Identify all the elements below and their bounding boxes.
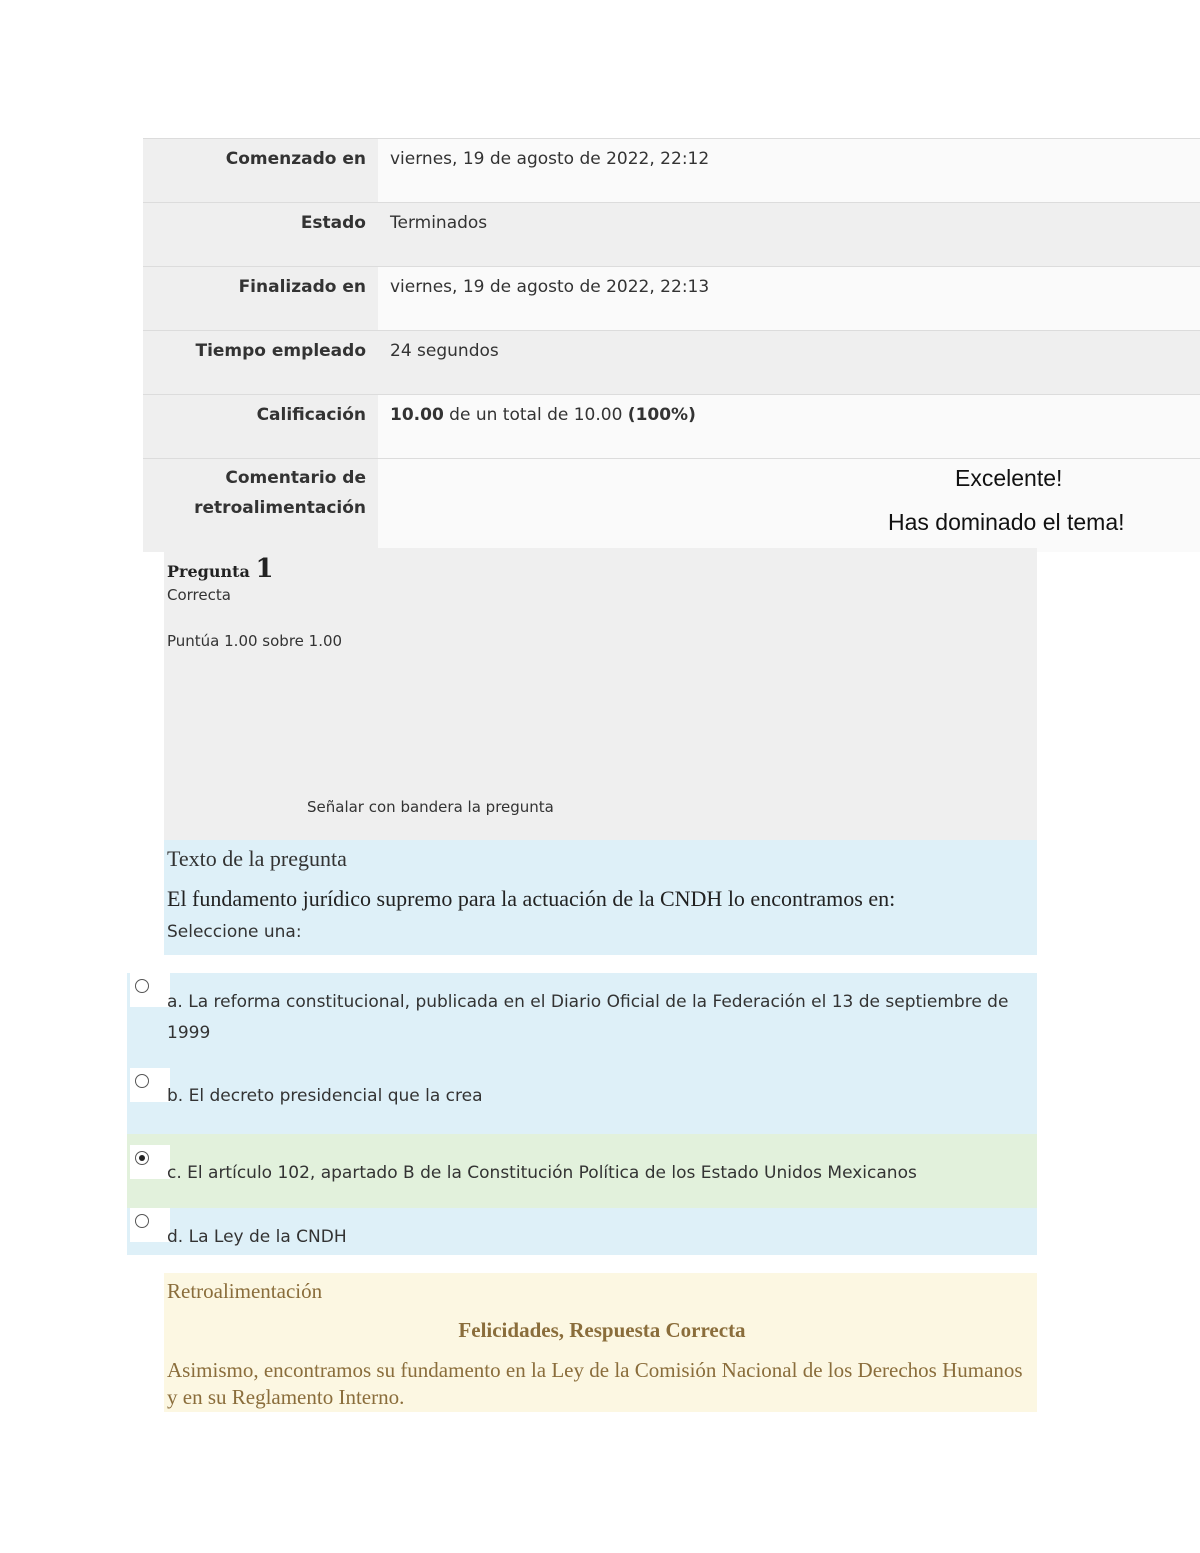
question-info-panel	[164, 548, 1037, 840]
answer-label-b: b. El decreto presidencial que la crea	[167, 1086, 483, 1106]
time-label: Tiempo empleado	[143, 331, 378, 394]
radio-box	[130, 1208, 170, 1242]
question-number: 1	[255, 554, 274, 584]
radio-box	[130, 973, 170, 1007]
answer-option-b[interactable]	[127, 1064, 1037, 1134]
state-value: Terminados	[378, 203, 1200, 266]
answer-label-c: c. El artículo 102, apartado B de la Constitución Política de los Estado Unidos Mexicanos	[167, 1163, 917, 1183]
question-title-word: Pregunta	[167, 562, 250, 581]
feedback-comment-value	[378, 459, 1200, 552]
started-label: Comenzado en	[143, 139, 378, 202]
grade-label: Calificación	[143, 395, 378, 458]
overall-feedback-line1: Excelente!	[955, 465, 1063, 491]
started-value: viernes, 19 de agosto de 2022, 22:12	[378, 139, 1200, 202]
grade-total: de un total de 10.00	[443, 405, 628, 425]
grade-percent: (100%)	[627, 405, 696, 425]
answer-label-a: a. La reforma constitucional, publicada en el Diario Oficial de la Federación el 13 de septiembre de 1999	[167, 992, 1009, 1043]
summary-row-finished	[143, 266, 1200, 330]
summary-row-started	[143, 138, 1200, 202]
answer-option-d[interactable]	[127, 1208, 1037, 1255]
specific-feedback: Asimismo, encontramos su fundamento en la Ley de la Comisión Nacional de los Derechos Humanos y en su Reglamento Interno.	[167, 1358, 1023, 1409]
answer-option-a[interactable]	[127, 973, 1037, 1064]
feedback-comment-label	[143, 459, 378, 552]
finished-label: Finalizado en	[143, 267, 378, 330]
summary-row-feedback	[143, 458, 1200, 552]
grade-value	[378, 395, 1200, 458]
flag-question-link[interactable]: Señalar con bandera la pregunta	[307, 798, 554, 816]
feedback-heading: Retroalimentación	[167, 1279, 323, 1303]
answer-prompt: Seleccione una:	[167, 922, 302, 942]
question-grade: Puntúa 1.00 sobre 1.00	[167, 632, 343, 650]
question-title	[167, 554, 1037, 584]
summary-row-grade	[143, 394, 1200, 458]
summary-row-time	[143, 330, 1200, 394]
question-text: El fundamento jurídico supremo para la actuación de la CNDH lo encontramos en:	[167, 886, 896, 911]
question-state: Correcta	[167, 586, 231, 604]
answer-label-d: d. La Ley de la CNDH	[167, 1227, 347, 1247]
radio-checked-icon[interactable]	[135, 1151, 149, 1165]
state-label: Estado	[143, 203, 378, 266]
radio-box	[130, 1068, 170, 1102]
summary-row-state	[143, 202, 1200, 266]
radio-unchecked-icon[interactable]	[135, 1074, 149, 1088]
radio-unchecked-icon[interactable]	[135, 979, 149, 993]
feedback-label-line2: retroalimentación	[194, 498, 366, 518]
time-value: 24 segundos	[378, 331, 1200, 394]
grade-score: 10.00	[390, 405, 444, 425]
radio-box	[130, 1145, 170, 1179]
feedback-panel	[164, 1273, 1037, 1412]
question-text-panel	[164, 840, 1037, 955]
question-text-heading: Texto de la pregunta	[167, 846, 347, 871]
quiz-summary-table	[143, 138, 1200, 552]
finished-value: viernes, 19 de agosto de 2022, 22:13	[378, 267, 1200, 330]
answer-option-c[interactable]	[127, 1134, 1037, 1208]
general-feedback: Felicidades, Respuesta Correcta	[458, 1318, 746, 1342]
feedback-label-line1: Comentario de	[225, 468, 366, 488]
overall-feedback-line2: Has dominado el tema!	[888, 509, 1125, 535]
radio-unchecked-icon[interactable]	[135, 1214, 149, 1228]
